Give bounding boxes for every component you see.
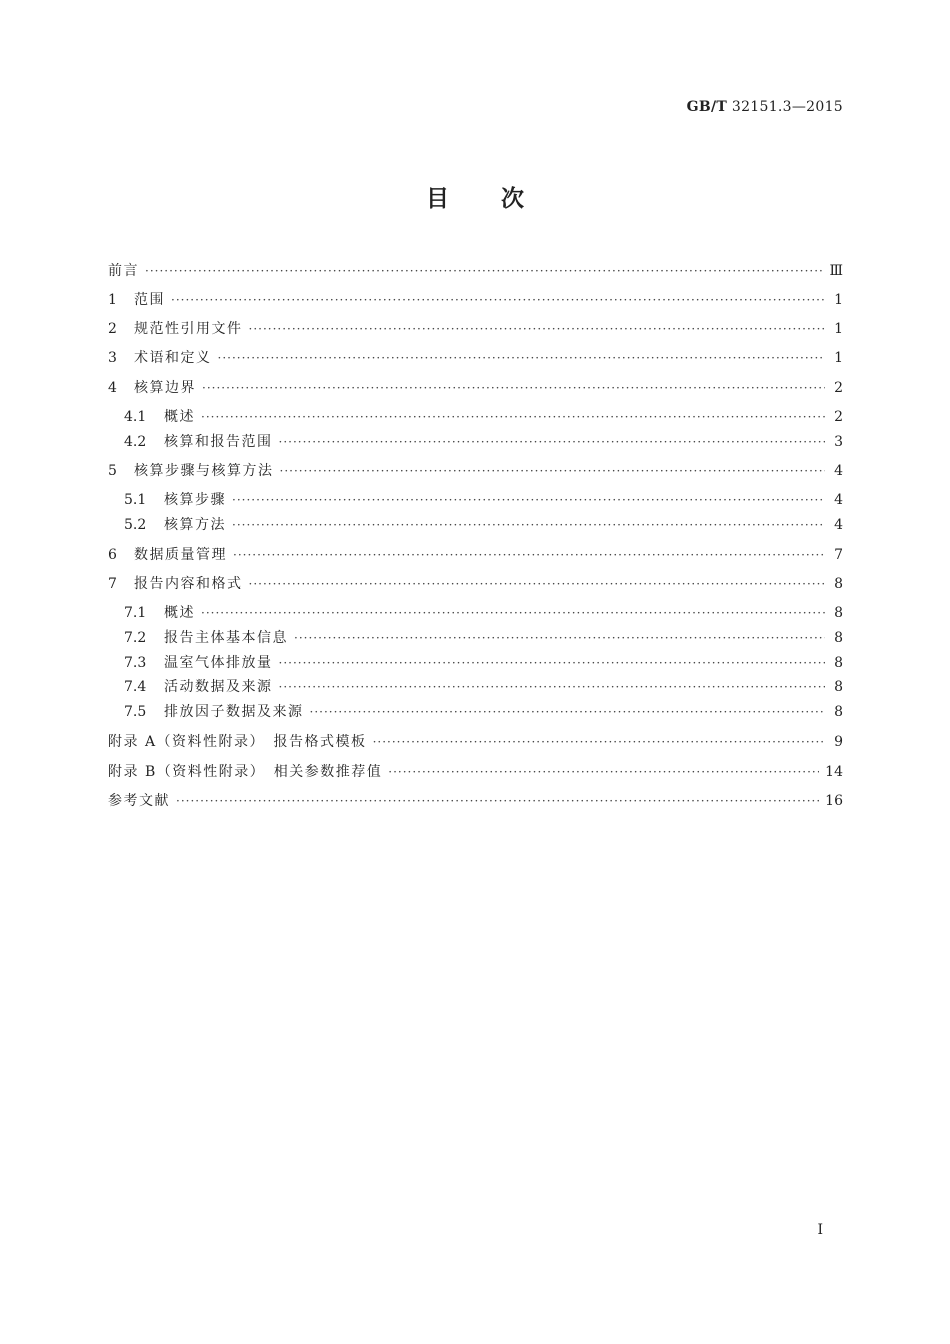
toc-entry[interactable]	[124, 489, 843, 511]
standard-number: 32151.3—2015	[727, 99, 843, 115]
toc-entry[interactable]	[124, 701, 843, 723]
toc-entry-label: 温室气体排放量	[164, 655, 273, 671]
toc-entry-page: 8	[834, 704, 843, 720]
toc-entry[interactable]	[124, 652, 843, 674]
toc-entry-page: 16	[825, 793, 843, 809]
toc-entry-label: 核算边界	[134, 380, 196, 396]
toc-entry[interactable]	[124, 602, 843, 624]
toc-entry-number: 2	[108, 321, 117, 337]
toc-leader-dots	[388, 761, 819, 783]
toc-entry-number: 4.1	[124, 409, 147, 425]
toc-entry-number: 7.5	[124, 704, 147, 720]
toc-entry-number: 5	[108, 463, 117, 479]
toc-leader-dots	[280, 460, 826, 482]
toc-entry-number: 1	[108, 292, 117, 308]
toc-entry-page: 2	[834, 380, 843, 396]
toc-entry[interactable]	[108, 347, 843, 369]
standard-prefix: GB/T	[686, 99, 728, 115]
toc-entry-label: 数据质量管理	[134, 547, 227, 563]
toc-entry-label: 概述	[164, 605, 195, 621]
toc-entry-page: 7	[834, 547, 843, 563]
toc-entry-label: 术语和定义	[134, 350, 212, 366]
toc-leader-dots	[249, 318, 826, 340]
toc-entry-number: 7.3	[124, 655, 147, 671]
toc-entry[interactable]	[124, 676, 843, 698]
toc-entry-label: 核算步骤与核算方法	[134, 463, 274, 479]
toc-entry-page: 1	[834, 292, 843, 308]
toc-entry-label: 报告内容和格式	[134, 576, 243, 592]
toc-entry[interactable]	[108, 731, 843, 753]
toc-entry-page: 4	[834, 517, 843, 533]
toc-leader-dots	[176, 790, 819, 812]
toc-entry-page: 8	[834, 655, 843, 671]
toc-entry[interactable]	[124, 627, 843, 649]
toc-leader-dots	[145, 260, 823, 282]
toc-leader-dots	[279, 676, 826, 698]
toc-leader-dots	[249, 573, 826, 595]
toc-entry-label: 参考文献	[108, 793, 170, 809]
toc-entry-page: 1	[834, 350, 843, 366]
toc-entry-number: 7.4	[124, 679, 147, 695]
toc-entry-label: 范围	[134, 292, 165, 308]
toc-entry[interactable]	[124, 431, 843, 453]
standard-code	[687, 99, 843, 115]
toc-entry-page: 8	[834, 679, 843, 695]
toc-entry-page: 9	[834, 734, 843, 750]
toc-entry-label: 核算步骤	[164, 492, 226, 508]
toc-entry-label: 附录 A（资料性附录） 报告格式模板	[108, 734, 367, 750]
toc-entry[interactable]	[124, 406, 843, 428]
toc-leader-dots	[171, 289, 825, 311]
toc-entry-number: 3	[108, 350, 117, 366]
toc-entry[interactable]	[108, 460, 843, 482]
toc-leader-dots	[218, 347, 826, 369]
toc-leader-dots	[310, 701, 826, 723]
toc-entry-page: 8	[834, 576, 843, 592]
toc-entry[interactable]	[124, 514, 843, 536]
toc-entry[interactable]	[108, 790, 843, 812]
toc-entry-label: 概述	[164, 409, 195, 425]
toc-leader-dots	[201, 406, 825, 428]
toc-leader-dots	[232, 489, 825, 511]
toc-entry-label: 排放因子数据及来源	[164, 704, 304, 720]
toc-leader-dots	[201, 602, 825, 624]
toc-entry-page: 2	[834, 409, 843, 425]
toc-entry-page: 14	[825, 764, 843, 780]
toc-leader-dots	[279, 652, 826, 674]
page-title: 目次	[426, 186, 576, 212]
toc-entry-page: 4	[834, 492, 843, 508]
toc-entry-label: 前言	[108, 263, 139, 279]
toc-entry[interactable]	[108, 289, 843, 311]
toc-entry-page: 1	[834, 321, 843, 337]
toc-entry-page: Ⅲ	[829, 263, 843, 279]
toc-leader-dots	[294, 627, 825, 649]
toc-entry[interactable]	[108, 260, 843, 282]
toc-entry-label: 附录 B（资料性附录） 相关参数推荐值	[108, 764, 383, 780]
toc-leader-dots	[373, 731, 825, 753]
toc-entry-number: 4.2	[124, 434, 147, 450]
toc-entry-number: 7.2	[124, 630, 147, 646]
toc-entry-label: 活动数据及来源	[164, 679, 273, 695]
toc-entry[interactable]	[108, 544, 843, 566]
toc-entry-number: 7	[108, 576, 117, 592]
toc-entry-number: 4	[108, 380, 117, 396]
toc-entry-number: 5.1	[124, 492, 147, 508]
toc-entry[interactable]	[108, 318, 843, 340]
toc-entry-page: 8	[834, 605, 843, 621]
toc-leader-dots	[232, 514, 825, 536]
toc-entry-label: 报告主体基本信息	[164, 630, 288, 646]
toc-entry-page: 4	[834, 463, 843, 479]
toc-entry-label: 核算和报告范围	[164, 434, 273, 450]
toc-entry-page: 3	[834, 434, 843, 450]
toc-entry-number: 6	[108, 547, 117, 563]
toc-leader-dots	[233, 544, 825, 566]
toc-entry[interactable]	[108, 761, 843, 783]
toc-entry[interactable]	[108, 573, 843, 595]
toc-entry-label: 规范性引用文件	[134, 321, 243, 337]
toc-leader-dots	[279, 431, 826, 453]
toc-entry-page: 8	[834, 630, 843, 646]
page-number: I	[817, 1222, 823, 1238]
toc-entry[interactable]	[108, 377, 843, 399]
toc-entry-number: 7.1	[124, 605, 147, 621]
toc-entry-number: 5.2	[124, 517, 147, 533]
toc-leader-dots	[202, 377, 825, 399]
toc-entry-label: 核算方法	[164, 517, 226, 533]
